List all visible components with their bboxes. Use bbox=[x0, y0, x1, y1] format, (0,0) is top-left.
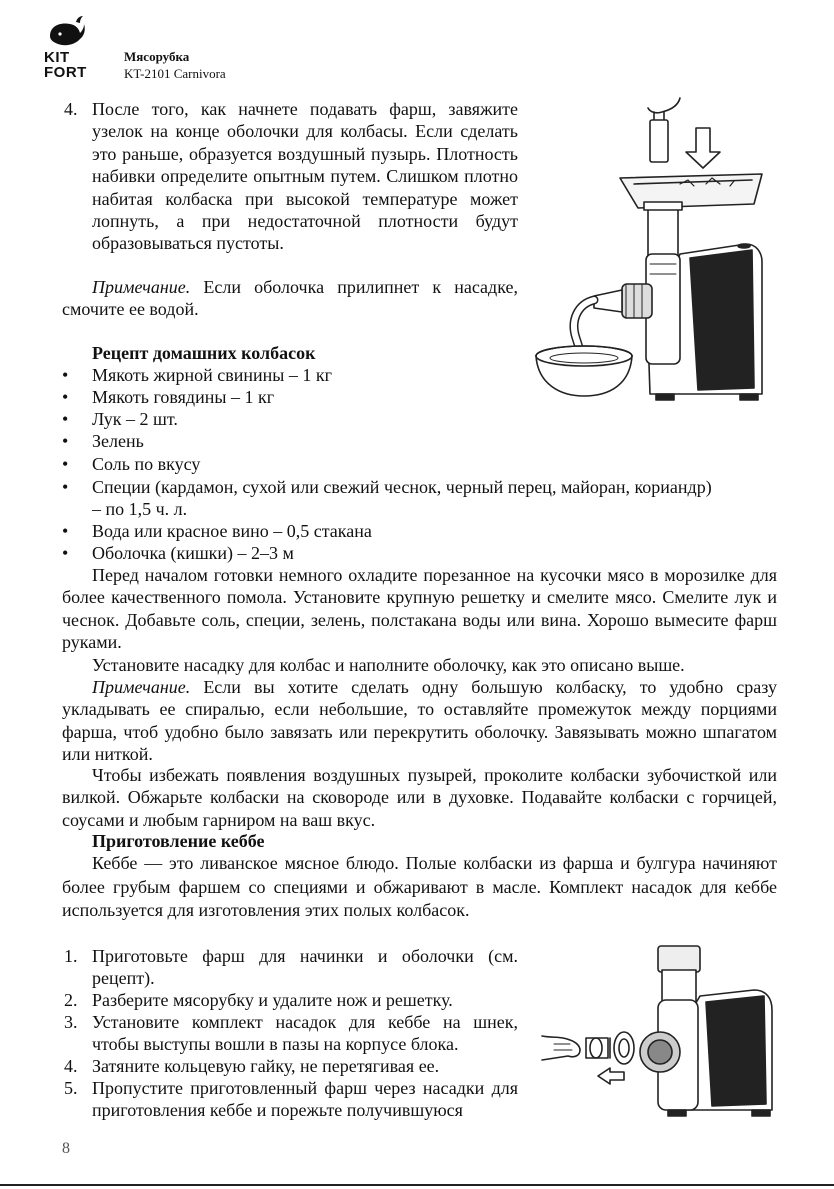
product-model: KT-2101 Carnivora bbox=[124, 66, 226, 81]
product-name: Мясорубка bbox=[124, 49, 190, 64]
kebbe-intro: Кеббе — это ливанское мясное блюдо. Полые колбаски из фарша и булгура начиняют более грубым фаршем со специями и обжаривают в масле. Комплект насадок для кеббе используется для изготовления этих полых колбасок. bbox=[62, 853, 777, 920]
recipe-paragraph-2: Установите насадку для колбас и наполните оболочку, как это описано выше. bbox=[92, 655, 685, 675]
note-casing bbox=[62, 276, 518, 321]
kebbe-step: 3. Установите комплект насадок для кеббе на шнек, чтобы выступы вошли в пазы на корпусе блока. bbox=[64, 1012, 518, 1055]
kebbe-step: 2. Разберите мясорубку и удалите нож и решетку. bbox=[64, 990, 453, 1010]
kebbe-step: 4. Затяните кольцевую гайку, не перетягивая ее. bbox=[64, 1056, 440, 1076]
kebbe-title: Приготовление кеббе bbox=[92, 831, 265, 851]
brand-line-2: FORT bbox=[44, 64, 87, 81]
note-label: Примечание. bbox=[92, 277, 191, 297]
page-number: 8 bbox=[62, 1140, 70, 1157]
kebbe-step: 1. Приготовьте фарш для начинки и оболочки (см. рецепт). bbox=[64, 946, 518, 989]
recipe-note bbox=[62, 676, 777, 766]
kebbe-attachment-illustration bbox=[540, 940, 780, 1120]
step-4 bbox=[64, 98, 518, 255]
step-text: После того, как начнете подавать фарш, завяжите узелок на конце оболочки для колбасы. Если сделать это раньше, образуется воздушный пузырь. Плотность набивки определите опытным путем. Слишком плотно набитая колбаска при высокой температуре может лопнуть, а при недостаточной плотности будут образовываться пустоты. bbox=[92, 99, 518, 254]
note-label: Примечание. bbox=[92, 677, 191, 697]
recipe-paragraph-1: Перед началом готовки немного охладите порезанное на кусочки мясо в морозилке для более качественного помола. Установите крупную решетку и смелите мясо. Смелите лук и чеснок. Добавьте соль, специи, зелень, полстакана воды или вина. Хорошо вымесите фарш руками. bbox=[62, 565, 777, 653]
recipe-paragraph-3: Чтобы избежать появления воздушных пузырей, проколите колбаски зубочисткой или вилкой. Обжарьте колбаски на сковороде или в духовке. Подавайте колбаски с горчицей, соусами и любым гарниром на ваш вкус. bbox=[62, 765, 777, 830]
sausage-stuffing-illustration bbox=[530, 94, 780, 414]
brand-wordmark bbox=[44, 50, 87, 80]
brand-line-1: KIT bbox=[44, 49, 70, 66]
bottom-rule bbox=[0, 1184, 834, 1186]
product-info bbox=[124, 48, 226, 82]
note-text: Если вы хотите сделать одну большую колбаску, то удобно сразу укладывать ее спиралью, если небольшие, то оставляйте промежуток между порциями фарша, чтоб удобно было завязать или перекрутить оболочку. Завязывать можно шпагатом или ниткой. bbox=[62, 677, 777, 765]
recipe-title: Рецепт домашних колбасок bbox=[92, 343, 316, 363]
note-text: Если оболочка прилипнет к насадке, смочите ее водой. bbox=[62, 277, 518, 320]
step-number: 4. bbox=[64, 99, 78, 119]
page-header bbox=[40, 14, 340, 84]
kebbe-step: 5. Пропустите приготовленный фарш через насадки для приготовления кеббе и порежьте получившуюся bbox=[64, 1078, 518, 1121]
kitfort-whale-logo-icon bbox=[46, 14, 86, 48]
